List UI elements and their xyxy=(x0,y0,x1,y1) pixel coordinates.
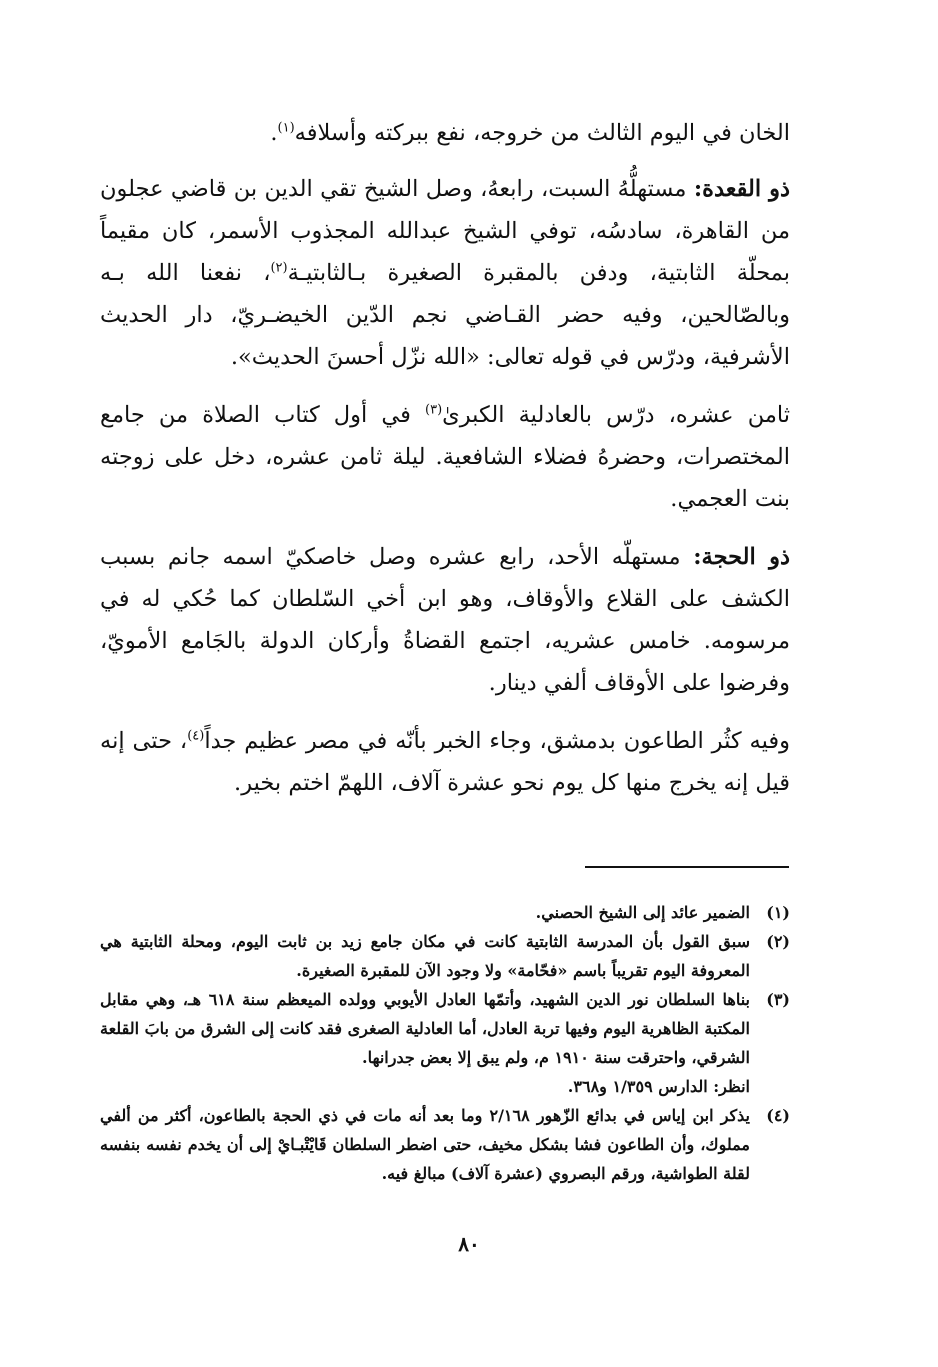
paragraph-3 xyxy=(100,394,790,520)
footnote-number: (١) xyxy=(766,903,790,922)
footnote-2 xyxy=(100,927,790,985)
footnote-text: الضمير عائد إلى الشيخ الحصني. xyxy=(535,903,750,922)
paragraph-text: مستهلّه الأحد، رابع عشره وصل خاصكيّ اسمه جانم بسبب الكشف على القلاع والأوقاف، وهو ابن أخي السّلطان كما حُكي له في مرسومه. خامس عشريه، اجتمع القضاةُ وأركان الدولة بالجَامع الأمويّ، وفرضوا على الأوقاف ألفي دينار. xyxy=(100,544,790,696)
footnote-text: بناها السلطان نور الدين الشهيد، وأتمّها العادل الأيوبي وولده الميعظم سنة ٦١٨ هـ، وهي مقابل المكتبة الظاهرية اليوم وفيها تربة العادل، أما العادلية الصغرى فقد كانت إلى الشرق من بابَ القلعة الشرقي، واحترقت سنة ١٩١٠ م، ولم يبق إلا بعض جدرانها. xyxy=(100,990,751,1067)
footnote-number: (٢) xyxy=(766,932,790,951)
footnote-ref-3[interactable]: (٣) xyxy=(425,402,443,418)
page-number: ٨٠ xyxy=(458,1232,480,1256)
footnote-3-reference xyxy=(100,1072,790,1101)
paragraph-2 xyxy=(100,168,790,378)
footnote-ref-2[interactable]: (٢) xyxy=(270,260,288,276)
section-heading-dhu-al-qadah: ذو القعدة: xyxy=(693,176,791,202)
footnote-text: سبق القول بأن المدرسة الثابتية كانت في مكان جامع زيد بن ثابت اليوم، ومحلة الثابتية هي المعروفة اليوم تقريباً باسم «فحّامة» ولا وجود الآن للمقبرة الصغيرة. xyxy=(100,932,750,980)
paragraph-tail: ، نفعنا الله بـه وبالصّالحين، وفيه حضر القـاضي نجم الدّين الخيضـريّ، دار الحديث الأشرفية، ودرّس في قوله تعالى: «الله نزّل أحسنَ الحديث». xyxy=(100,260,790,370)
paragraph-tail: في أول كتاب الصلاة من جامع المختصرات، وحضرهُ فضلاء الشافعية. ليلة ثامن عشره، دخل على زوجته بنت العجمي. xyxy=(100,402,790,512)
paragraph-tail: ، حتى إنه قيل إنه يخرج منها كل يوم نحو عشرة آلاف، اللهمّ اختم بخير. xyxy=(100,728,790,796)
footnote-3 xyxy=(100,985,790,1072)
main-text xyxy=(100,112,790,820)
section-heading-dhu-al-hijjah: ذو الحجة: xyxy=(693,544,790,570)
footnote-1 xyxy=(100,898,790,927)
paragraph-text: مستهلُّهُ السبت، رابعهُ، وصل الشيخ تقي الدين بن قاضي عجلون من القاهرة، سادسُه، توفي الشيخ عبدالله المجذوب الأسمر، كان مقيماً بمحلّة الثابتية، ودفن بالمقبرة الصغيرة بـالثابتيـة xyxy=(100,176,790,286)
footnote-ref-1[interactable]: (١) xyxy=(277,120,295,136)
paragraph-text: الخان في اليوم الثالث من خروجه، نفع ببركته وأسلافه xyxy=(294,120,790,146)
paragraph-5 xyxy=(100,720,790,804)
footnote-number: (٤) xyxy=(766,1106,790,1125)
footnote-number: (٣) xyxy=(766,990,790,1009)
footnote-separator xyxy=(585,866,789,868)
paragraph-text: وفيه كثُر الطاعون بدمشق، وجاء الخبر بأنّه في مصر عظيم جداً xyxy=(204,728,790,754)
footnote-ref-4[interactable]: (٤) xyxy=(187,728,205,744)
footnote-text: يذكر ابن إياس في بدائع الزّهور ٢/١٦٨ وما بعد أنه مات في ذي الحجة بالطاعون، أكثر من ألفي مملوك، وأن الطاعون فشا بشكل مخيف، حتى اضطر السلطان قَايْتْبـايْ إلى أن يخدم نفسه بنفسه لقلة الطواشية، ورقم البصروي (عشرة آلاف) مبالغ فيه. xyxy=(100,1106,750,1183)
paragraph-1 xyxy=(100,112,790,154)
footnote-text: انظر: الدارس ١/٣٥٩ و٣٦٨. xyxy=(567,1077,750,1096)
paragraph-text: ثامن عشره، درّس بالعادلية الكبرىٰ xyxy=(442,402,790,428)
paragraph-tail: . xyxy=(270,120,278,146)
footnote-4 xyxy=(100,1101,790,1188)
paragraph-4 xyxy=(100,536,790,704)
footnotes xyxy=(100,898,790,1188)
